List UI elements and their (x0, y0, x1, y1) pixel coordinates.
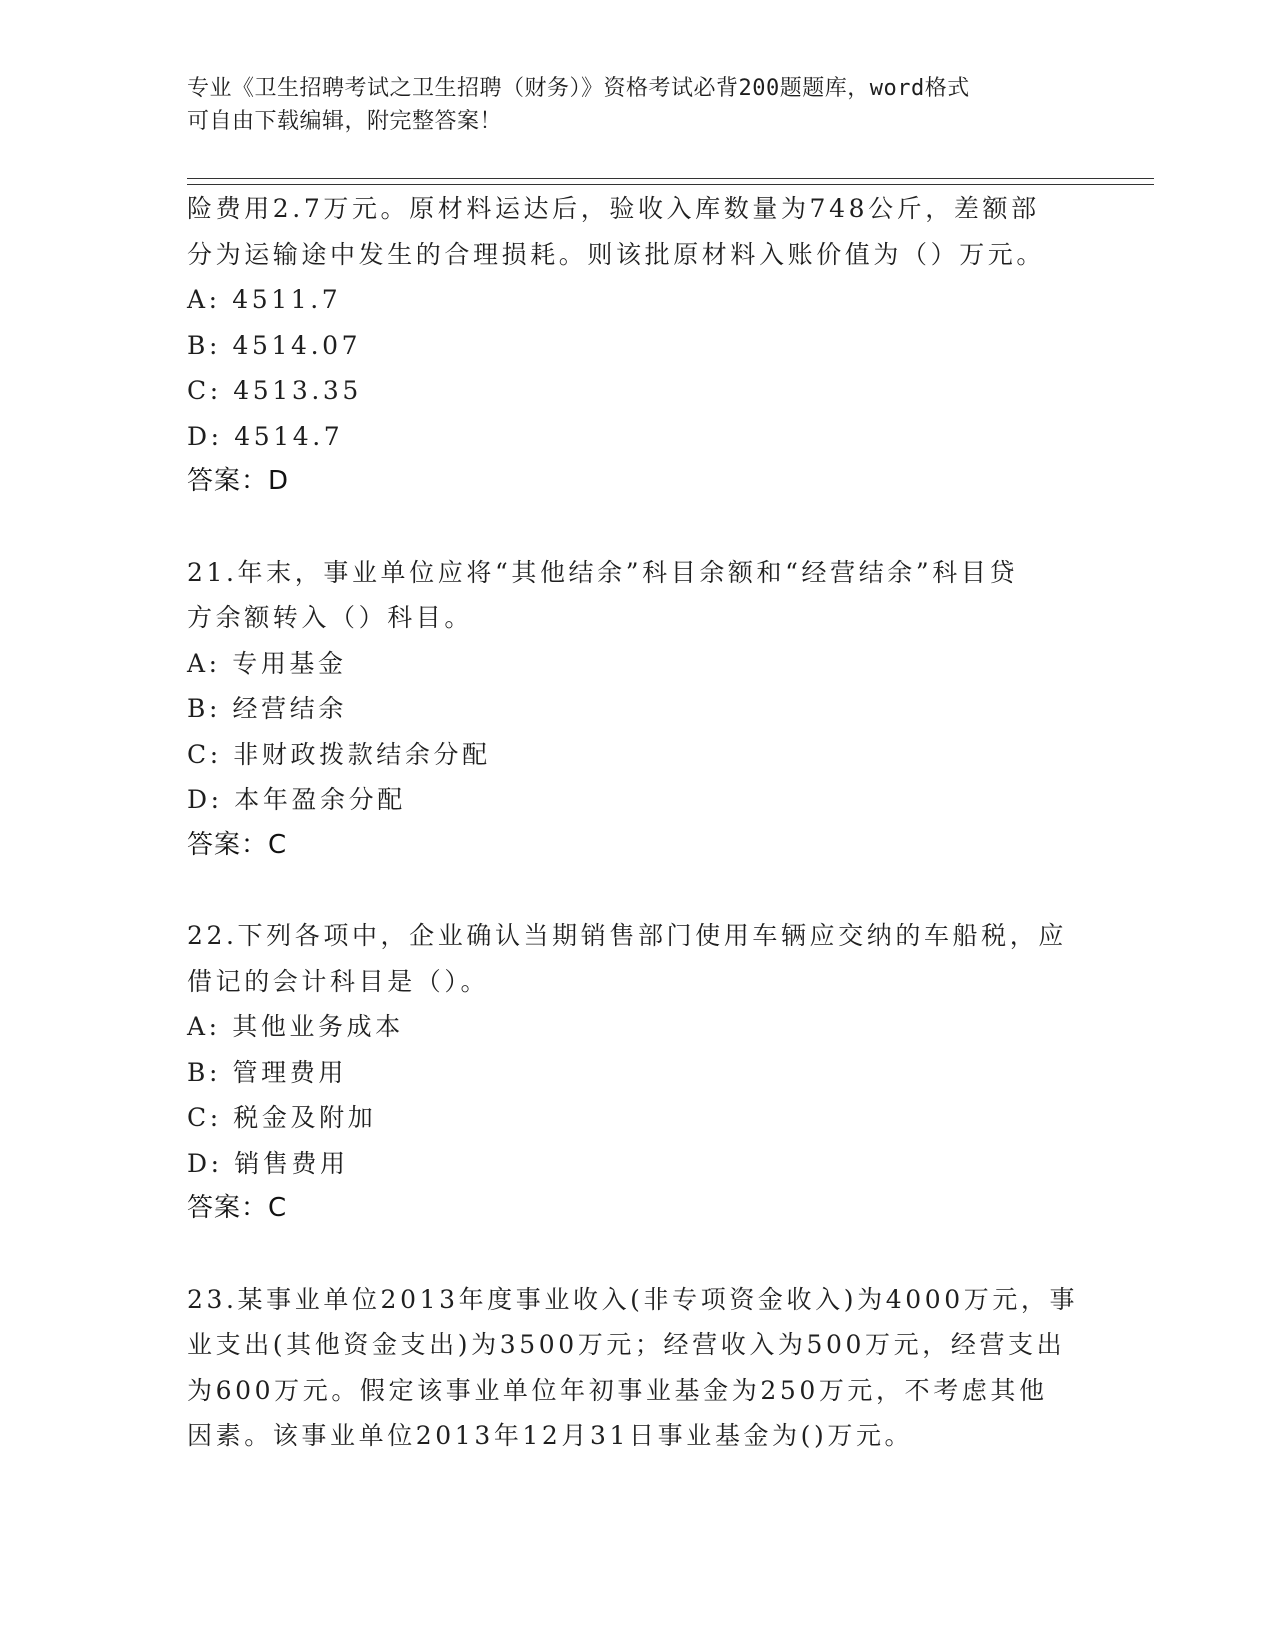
header-divider-top (187, 178, 1154, 179)
answer-line: 答案：C (187, 1193, 288, 1223)
header-divider-bottom (187, 184, 1154, 185)
question-stem-line: 分为运输途中发生的合理损耗。则该批原材料入账价值为（）万元。 (187, 239, 1046, 269)
option-d: D: 本年盈余分配 (187, 785, 406, 814)
question-list (187, 186, 1087, 1459)
option-d: D: 销售费用 (187, 1148, 349, 1178)
header-title-line-2: 可自由下载编辑，附完整答案！ (187, 109, 503, 134)
question-block (187, 913, 1087, 1232)
question-block (187, 550, 1087, 869)
question-block (187, 1277, 1087, 1459)
question-stem-line: 方余额转入（）科目。 (187, 603, 474, 632)
header-title-line-1: 专业《卫生招聘考试之卫生招聘（财务）》资格考试必背200题题库，word格式 (187, 76, 970, 101)
question-block (187, 186, 1087, 505)
question-stem-line: 业支出(其他资金支出)为3500万元；经营收入为500万元，经营支出 (187, 1330, 1066, 1359)
answer-line: 答案：C (187, 829, 288, 860)
document-header (187, 72, 1087, 138)
question-stem-line: 为600万元。假定该事业单位年初事业基金为250万元，不考虑其他 (187, 1375, 1048, 1405)
option-c: C: 非财政拨款结余分配 (187, 739, 491, 769)
question-stem-line: 23.某事业单位2013年度事业收入(非专项资金收入)为4000万元，事 (187, 1284, 1079, 1314)
option-b: B: 管理费用 (187, 1057, 347, 1087)
spacer (187, 868, 1087, 913)
spacer (187, 1232, 1087, 1277)
option-a: A: 专用基金 (187, 648, 347, 678)
question-stem-line: 因素。该事业单位2013年12月31日事业基金为()万元。 (187, 1421, 914, 1450)
option-a: A: 4511.7 (187, 285, 342, 314)
question-stem-line: 借记的会计科目是（）。 (187, 966, 490, 996)
answer-line: 答案：D (187, 466, 290, 496)
question-stem-line: 险费用2.7万元。原材料运达后，验收入库数量为748公斤，差额部 (187, 194, 1040, 223)
option-d: D: 4514.7 (187, 421, 344, 451)
option-b: B: 4514.07 (187, 330, 362, 360)
option-c: C: 4513.35 (187, 376, 362, 405)
option-a: A: 其他业务成本 (187, 1012, 404, 1041)
question-stem-line: 22.下列各项中，企业确认当期销售部门使用车辆应交纳的车船税，应 (187, 921, 1067, 950)
spacer (187, 505, 1087, 550)
question-stem-line: 21.年末，事业单位应将“其他结余”科目余额和“经营结余”科目贷 (187, 557, 1019, 587)
option-b: B: 经营结余 (187, 694, 347, 723)
option-c: C: 税金及附加 (187, 1103, 377, 1132)
